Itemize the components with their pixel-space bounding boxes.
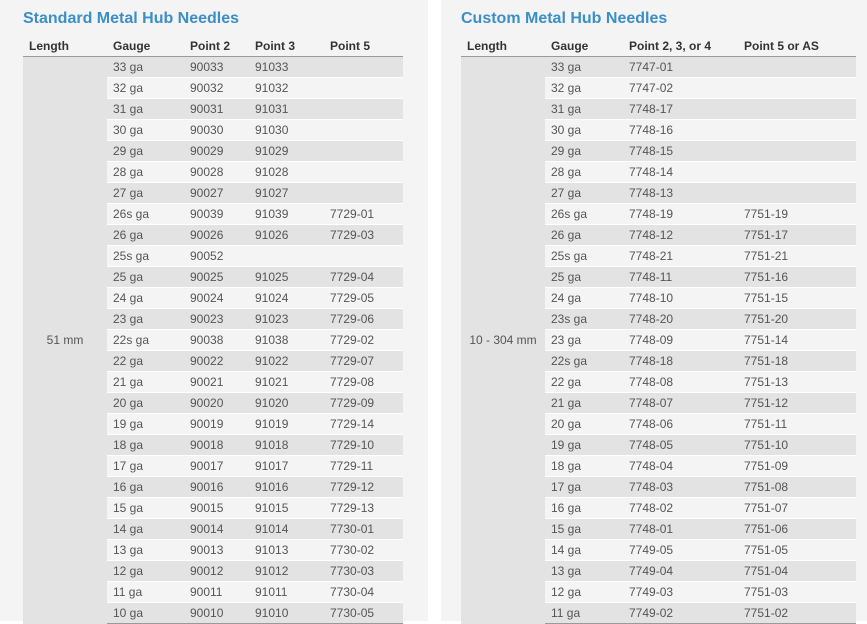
gauge-cell: 31 ga — [107, 99, 184, 120]
gauge-cell: 22s ga — [545, 351, 623, 372]
point-3-cell: 91028 — [249, 162, 324, 183]
point-2-3-4-cell: 7749-04 — [623, 561, 738, 582]
point-5-or-as-cell: 7751-10 — [738, 435, 856, 456]
point-2-cell: 90033 — [184, 57, 249, 78]
gauge-cell: 30 ga — [107, 120, 184, 141]
point-3-cell: 91012 — [249, 561, 324, 582]
gauge-cell: 17 ga — [545, 477, 623, 498]
gauge-cell: 10 ga — [107, 603, 184, 624]
point-5-cell: 7729-08 — [324, 372, 403, 393]
point-5-or-as-cell: 7751-13 — [738, 372, 856, 393]
table-header-row — [23, 35, 403, 57]
gauge-cell: 12 ga — [545, 582, 623, 603]
point-5-or-as-cell: 7751-07 — [738, 498, 856, 519]
gauge-cell: 28 ga — [107, 162, 184, 183]
gauge-cell: 18 ga — [107, 435, 184, 456]
custom-needles-panel — [441, 0, 867, 621]
point-2-cell: 90038 — [184, 330, 249, 351]
point-2-cell: 90027 — [184, 183, 249, 204]
point-3-cell: 91019 — [249, 414, 324, 435]
gauge-cell: 24 ga — [545, 288, 623, 309]
gauge-cell: 27 ga — [545, 183, 623, 204]
point-2-cell: 90015 — [184, 498, 249, 519]
point-2-cell: 90031 — [184, 99, 249, 120]
point-5-or-as-cell: 7751-19 — [738, 204, 856, 225]
point-5-cell: 7729-12 — [324, 477, 403, 498]
custom-needles-body — [461, 57, 856, 624]
length-cell: 51 mm — [23, 57, 107, 624]
point-5-cell — [324, 141, 403, 162]
point-5-cell: 7729-03 — [324, 225, 403, 246]
header-gauge: Gauge — [107, 35, 184, 57]
gauge-cell: 23 ga — [107, 309, 184, 330]
point-5-or-as-cell: 7751-20 — [738, 309, 856, 330]
length-cell: 10 - 304 mm — [461, 57, 545, 624]
gauge-cell: 19 ga — [107, 414, 184, 435]
gauge-cell: 33 ga — [107, 57, 184, 78]
gauge-cell: 16 ga — [107, 477, 184, 498]
gauge-cell: 31 ga — [545, 99, 623, 120]
point-3-cell: 91039 — [249, 204, 324, 225]
standard-needles-title: Standard Metal Hub Needles — [23, 10, 240, 27]
point-2-3-4-cell: 7748-20 — [623, 309, 738, 330]
point-5-cell — [324, 57, 403, 78]
point-5-or-as-cell: 7751-17 — [738, 225, 856, 246]
point-5-cell — [324, 120, 403, 141]
point-5-or-as-cell: 7751-05 — [738, 540, 856, 561]
point-3-cell: 91029 — [249, 141, 324, 162]
point-5-or-as-cell: 7751-14 — [738, 330, 856, 351]
header-point-2-3-4: Point 2, 3, or 4 — [623, 35, 738, 57]
point-2-cell: 90052 — [184, 246, 249, 267]
gauge-cell: 23 ga — [545, 330, 623, 351]
gauge-cell: 30 ga — [545, 120, 623, 141]
standard-needles-panel — [0, 0, 428, 621]
header-length: Length — [461, 35, 545, 57]
gauge-cell: 25 ga — [545, 267, 623, 288]
point-5-or-as-cell — [738, 183, 856, 204]
gauge-cell: 26s ga — [545, 204, 623, 225]
table-row — [461, 57, 856, 78]
point-5-or-as-cell — [738, 120, 856, 141]
point-5-cell: 7729-13 — [324, 498, 403, 519]
point-5-cell: 7729-11 — [324, 456, 403, 477]
gauge-cell: 26 ga — [107, 225, 184, 246]
point-3-cell: 91015 — [249, 498, 324, 519]
point-5-or-as-cell: 7751-16 — [738, 267, 856, 288]
gauge-cell: 23s ga — [545, 309, 623, 330]
gauge-cell: 22 ga — [545, 372, 623, 393]
point-2-cell: 90028 — [184, 162, 249, 183]
gauge-cell: 11 ga — [107, 582, 184, 603]
point-2-cell: 90039 — [184, 204, 249, 225]
point-3-cell: 91030 — [249, 120, 324, 141]
point-5-cell: 7729-10 — [324, 435, 403, 456]
point-2-3-4-cell: 7748-12 — [623, 225, 738, 246]
point-5-or-as-cell — [738, 57, 856, 78]
point-2-3-4-cell: 7748-05 — [623, 435, 738, 456]
gauge-cell: 29 ga — [107, 141, 184, 162]
point-2-3-4-cell: 7748-18 — [623, 351, 738, 372]
point-2-3-4-cell: 7748-13 — [623, 183, 738, 204]
gauge-cell: 21 ga — [545, 393, 623, 414]
gauge-cell: 14 ga — [107, 519, 184, 540]
gauge-cell: 27 ga — [107, 183, 184, 204]
gauge-cell: 29 ga — [545, 141, 623, 162]
gauge-cell: 11 ga — [545, 603, 623, 624]
gauge-cell: 20 ga — [107, 393, 184, 414]
point-3-cell: 91032 — [249, 78, 324, 99]
point-2-3-4-cell: 7749-03 — [623, 582, 738, 603]
point-2-3-4-cell: 7748-06 — [623, 414, 738, 435]
point-3-cell: 91011 — [249, 582, 324, 603]
point-2-3-4-cell: 7748-03 — [623, 477, 738, 498]
gauge-cell: 26s ga — [107, 204, 184, 225]
point-2-cell: 90010 — [184, 603, 249, 624]
point-3-cell: 91014 — [249, 519, 324, 540]
point-5-or-as-cell: 7751-15 — [738, 288, 856, 309]
point-2-cell: 90013 — [184, 540, 249, 561]
point-5-cell: 7730-05 — [324, 603, 403, 624]
point-2-3-4-cell: 7749-02 — [623, 603, 738, 624]
point-2-cell: 90029 — [184, 141, 249, 162]
point-5-cell: 7729-01 — [324, 204, 403, 225]
point-3-cell: 91025 — [249, 267, 324, 288]
point-5-cell: 7730-03 — [324, 561, 403, 582]
point-5-or-as-cell: 7751-08 — [738, 477, 856, 498]
table-row — [23, 57, 403, 78]
point-5-cell: 7729-14 — [324, 414, 403, 435]
point-5-cell — [324, 246, 403, 267]
point-5-cell: 7729-02 — [324, 330, 403, 351]
gauge-cell: 33 ga — [545, 57, 623, 78]
point-2-cell: 90018 — [184, 435, 249, 456]
point-5-or-as-cell: 7751-09 — [738, 456, 856, 477]
point-2-cell: 90014 — [184, 519, 249, 540]
point-5-cell: 7730-01 — [324, 519, 403, 540]
point-5-cell — [324, 162, 403, 183]
gauge-cell: 24 ga — [107, 288, 184, 309]
point-2-3-4-cell: 7748-09 — [623, 330, 738, 351]
point-2-cell: 90023 — [184, 309, 249, 330]
point-5-or-as-cell — [738, 78, 856, 99]
gauge-cell: 20 ga — [545, 414, 623, 435]
point-3-cell: 91026 — [249, 225, 324, 246]
point-5-or-as-cell: 7751-03 — [738, 582, 856, 603]
header-point-3: Point 3 — [249, 35, 324, 57]
point-5-cell — [324, 183, 403, 204]
point-3-cell: 91018 — [249, 435, 324, 456]
point-2-cell: 90016 — [184, 477, 249, 498]
point-5-or-as-cell: 7751-04 — [738, 561, 856, 582]
table-header-row — [461, 35, 856, 57]
header-gauge: Gauge — [545, 35, 623, 57]
gauge-cell: 18 ga — [545, 456, 623, 477]
point-3-cell: 91024 — [249, 288, 324, 309]
point-3-cell: 91038 — [249, 330, 324, 351]
point-3-cell: 91013 — [249, 540, 324, 561]
point-2-3-4-cell: 7748-02 — [623, 498, 738, 519]
point-3-cell — [249, 246, 324, 267]
point-2-3-4-cell: 7748-14 — [623, 162, 738, 183]
point-2-3-4-cell: 7748-04 — [623, 456, 738, 477]
point-3-cell: 91022 — [249, 351, 324, 372]
custom-needles-title: Custom Metal Hub Needles — [461, 10, 668, 27]
point-2-3-4-cell: 7749-05 — [623, 540, 738, 561]
standard-needles-table — [23, 35, 403, 624]
point-2-3-4-cell: 7748-21 — [623, 246, 738, 267]
point-5-or-as-cell — [738, 99, 856, 120]
gauge-cell: 13 ga — [545, 561, 623, 582]
gauge-cell: 16 ga — [545, 498, 623, 519]
custom-needles-table — [461, 35, 856, 624]
point-5-or-as-cell: 7751-12 — [738, 393, 856, 414]
point-5-cell: 7729-06 — [324, 309, 403, 330]
point-5-or-as-cell — [738, 141, 856, 162]
point-2-3-4-cell: 7748-10 — [623, 288, 738, 309]
point-5-cell: 7729-09 — [324, 393, 403, 414]
gauge-cell: 15 ga — [107, 498, 184, 519]
point-5-cell: 7729-04 — [324, 267, 403, 288]
gauge-cell: 15 ga — [545, 519, 623, 540]
gauge-cell: 25 ga — [107, 267, 184, 288]
gauge-cell: 28 ga — [545, 162, 623, 183]
point-2-cell: 90032 — [184, 78, 249, 99]
point-3-cell: 91010 — [249, 603, 324, 624]
gauge-cell: 25s ga — [107, 246, 184, 267]
point-2-3-4-cell: 7748-15 — [623, 141, 738, 162]
point-2-cell: 90017 — [184, 456, 249, 477]
point-3-cell: 91027 — [249, 183, 324, 204]
point-2-cell: 90012 — [184, 561, 249, 582]
header-point-5: Point 5 — [324, 35, 403, 57]
point-2-cell: 90026 — [184, 225, 249, 246]
point-5-cell — [324, 78, 403, 99]
header-length: Length — [23, 35, 107, 57]
point-5-cell: 7730-04 — [324, 582, 403, 603]
point-2-3-4-cell: 7747-01 — [623, 57, 738, 78]
gauge-cell: 21 ga — [107, 372, 184, 393]
point-5-cell: 7729-07 — [324, 351, 403, 372]
point-2-3-4-cell: 7748-17 — [623, 99, 738, 120]
point-2-3-4-cell: 7748-08 — [623, 372, 738, 393]
point-2-3-4-cell: 7748-11 — [623, 267, 738, 288]
point-2-3-4-cell: 7747-02 — [623, 78, 738, 99]
gauge-cell: 26 ga — [545, 225, 623, 246]
point-2-cell: 90024 — [184, 288, 249, 309]
gauge-cell: 22 ga — [107, 351, 184, 372]
point-5-or-as-cell: 7751-11 — [738, 414, 856, 435]
gauge-cell: 32 ga — [107, 78, 184, 99]
point-3-cell: 91016 — [249, 477, 324, 498]
point-3-cell: 91017 — [249, 456, 324, 477]
point-2-3-4-cell: 7748-07 — [623, 393, 738, 414]
header-point-5-or-as: Point 5 or AS — [738, 35, 856, 57]
point-2-cell: 90030 — [184, 120, 249, 141]
point-5-or-as-cell: 7751-18 — [738, 351, 856, 372]
gauge-cell: 14 ga — [545, 540, 623, 561]
point-5-cell: 7729-05 — [324, 288, 403, 309]
point-2-cell: 90019 — [184, 414, 249, 435]
point-3-cell: 91031 — [249, 99, 324, 120]
point-5-or-as-cell: 7751-21 — [738, 246, 856, 267]
gauge-cell: 13 ga — [107, 540, 184, 561]
gauge-cell: 17 ga — [107, 456, 184, 477]
point-2-cell: 90022 — [184, 351, 249, 372]
point-2-cell: 90021 — [184, 372, 249, 393]
header-point-2: Point 2 — [184, 35, 249, 57]
point-5-cell: 7730-02 — [324, 540, 403, 561]
point-2-cell: 90020 — [184, 393, 249, 414]
point-5-or-as-cell: 7751-02 — [738, 603, 856, 624]
point-3-cell: 91021 — [249, 372, 324, 393]
point-3-cell: 91023 — [249, 309, 324, 330]
point-3-cell: 91033 — [249, 57, 324, 78]
point-2-cell: 90011 — [184, 582, 249, 603]
point-2-3-4-cell: 7748-19 — [623, 204, 738, 225]
point-2-3-4-cell: 7748-16 — [623, 120, 738, 141]
gauge-cell: 19 ga — [545, 435, 623, 456]
gauge-cell: 25s ga — [545, 246, 623, 267]
point-5-or-as-cell: 7751-06 — [738, 519, 856, 540]
point-5-cell — [324, 99, 403, 120]
gauge-cell: 12 ga — [107, 561, 184, 582]
point-3-cell: 91020 — [249, 393, 324, 414]
gauge-cell: 32 ga — [545, 78, 623, 99]
gauge-cell: 22s ga — [107, 330, 184, 351]
point-2-cell: 90025 — [184, 267, 249, 288]
point-2-3-4-cell: 7748-01 — [623, 519, 738, 540]
standard-needles-body — [23, 57, 403, 624]
point-5-or-as-cell — [738, 162, 856, 183]
